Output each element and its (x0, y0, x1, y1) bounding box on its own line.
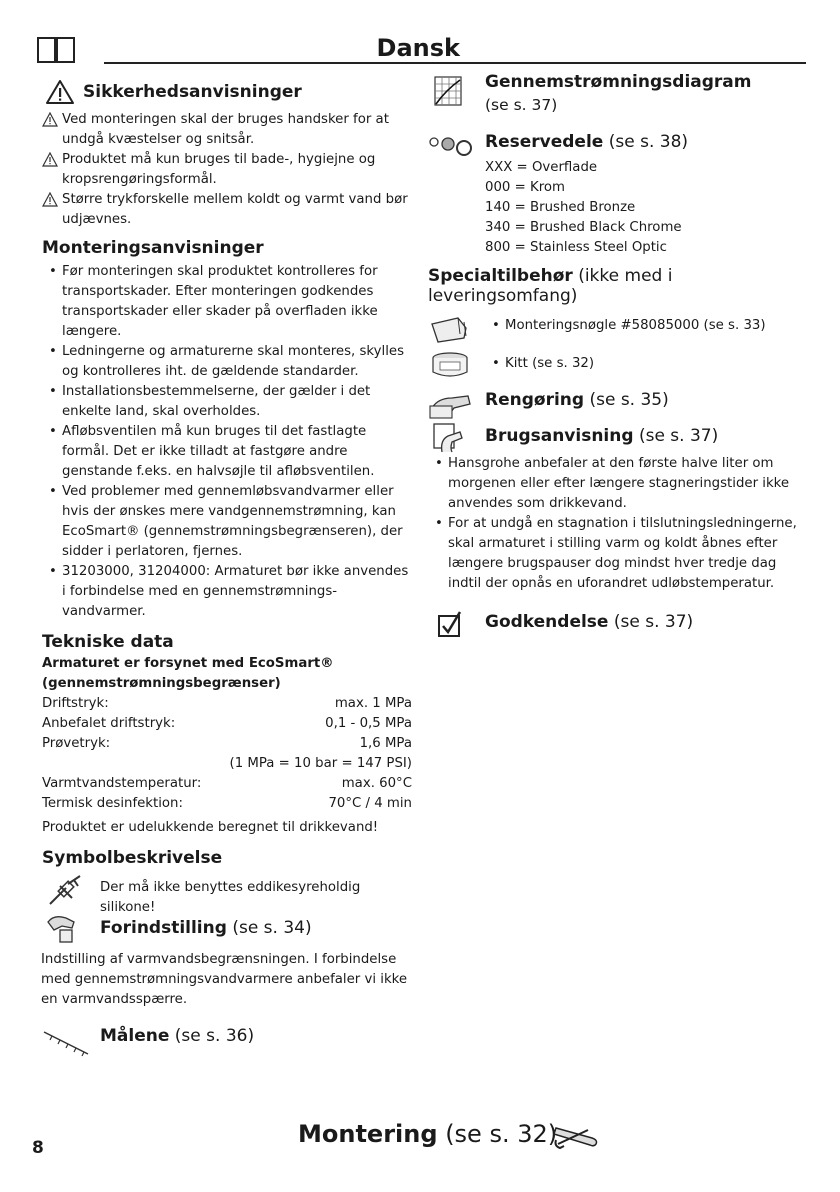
footer-title-line: Montering (se s. 32) (298, 1120, 558, 1148)
usage-hand-icon (430, 422, 466, 454)
preset-text: Indstilling af varmvandsbegrænsningen. I forbindelse med gennemstrømningsvandvarmere anbefaler vi ikke en varmvandsspærre. (41, 952, 408, 1007)
page-title: Dansk (376, 34, 460, 62)
tech-row: Prøvetryk: 1,6 MPa (42, 736, 412, 751)
tech-row: Varmtvandstemperatur: max. 60°C (42, 776, 412, 791)
accessories-title-line: Specialtilbehør (ikke med i leveringsomfang) (428, 266, 673, 306)
flow-title: Gennemstrømningsdiagram (485, 72, 752, 92)
spare-code-row: 340 = Brushed Black Chrome (485, 220, 682, 235)
usage-list (428, 454, 812, 594)
usage-heading (428, 422, 812, 454)
ruler-icon (42, 1028, 90, 1058)
tech-note: Produktet er udelukkende beregnet til drikkevand! (42, 820, 379, 835)
tech-table (42, 694, 412, 814)
dimensions-heading (42, 1020, 412, 1062)
spare-code-row: 800 = Stainless Steel Optic (485, 240, 667, 255)
safety-list (42, 110, 412, 230)
accessory-item: • Monteringsnøgle #58085000 (se s. 33) (485, 316, 840, 336)
tech-row: Anbefalet driftstryk: 0,1 - 0,5 MPa (42, 716, 412, 731)
mounting-item: • Før monteringen skal produktet kontrolleres for transportskader. Efter monteringen godkendes transportskader eller skader på overfladen ikke længere. (42, 262, 412, 342)
usage-title-line: Brugsanvisning (se s. 37) (485, 426, 719, 446)
mounting-item: • Ledningerne og armaturerne skal monteres, skylles og kontrolleres iht. de gældende standarder. (42, 342, 412, 382)
flow-diagram-icon (434, 76, 462, 106)
silicone-gun-icon (46, 874, 84, 908)
mounting-item: • Ved problemer med gennemløbsvandvarmer eller hvis der ønskes mere vandgennemstrømning, kan EcoSmart® (gennemstrømningsbegrænseren), der sidder i perlatoren, fjernes. (42, 482, 412, 562)
mounting-item: • 31203000, 31204000: Armaturet bør ikke anvendes i forbindelse med en gennemstrømnings-vandvarmer. (42, 562, 412, 622)
approval-title-line: Godkendelse (se s. 37) (485, 612, 694, 632)
warning-small-icon (42, 192, 58, 207)
mounting-key-icon (428, 314, 472, 346)
spare-code-row: XXX = Overflade (485, 160, 598, 175)
warning-small-icon (42, 152, 58, 167)
header-rule (104, 62, 806, 64)
silicone-text: Der må ikke benyttes eddikesyreholdig silikone! (100, 880, 361, 915)
cleaning-heading (428, 386, 812, 422)
spare-codes (485, 158, 812, 258)
spare-code-row: 140 = Brushed Bronze (485, 200, 636, 215)
tech-title: Tekniske data (42, 632, 174, 652)
accessory-item: • Kitt (se s. 32) (485, 354, 840, 374)
tech-row: Termisk desinfektion: 70°C / 4 min (42, 796, 412, 811)
approval-heading (428, 604, 812, 644)
warning-small-icon (42, 112, 58, 127)
preset-hand-icon (44, 912, 80, 946)
accessory-row (428, 350, 812, 384)
usage-item: • Hansgrohe anbefaler at den første halve liter om morgenen eller efter længere stagneringstider ikke anvendes som drikkevand. (428, 454, 812, 514)
cleaning-hand-icon (428, 386, 474, 420)
silicone-row (42, 870, 412, 915)
preset-title-line: Forindstilling (se s. 34) (100, 918, 312, 938)
spare-code-row: 000 = Krom (485, 180, 565, 195)
spare-parts-icon (428, 134, 474, 158)
accessory-row (428, 312, 812, 350)
safety-item: Produktet må kun bruges til bade-, hygiejne og kropsrengøringsformål. (42, 150, 412, 190)
tech-row: Driftstryk: max. 1 MPa (42, 696, 412, 711)
spare-title-line: Reservedele (se s. 38) (485, 132, 689, 152)
spare-heading (428, 132, 812, 158)
safety-item: Ved monteringen skal der bruges handsker for at undgå kvæstelser og snitsår. (42, 110, 412, 150)
tech-row: (1 MPa = 10 bar = 147 PSI) (229, 756, 412, 771)
page-number: 8 (32, 1138, 44, 1158)
mounting-item: • Installationsbestemmelserne, der gælder i det enkelte land, skal overholdes. (42, 382, 412, 422)
usage-item: • For at undgå en stagnation i tilslutningsledningerne, skal armaturet i stilling varm og koldt åbnes efter længere brugspauser dog mindst hver tredje dag indtil der opnås en uforandret udløbstemperatur. (428, 514, 812, 594)
safety-heading (45, 78, 412, 106)
mounting-title: Monteringsanvisninger (42, 238, 264, 258)
symbols-title: Symbolbeskrivelse (42, 848, 223, 868)
tools-icon (552, 1120, 600, 1152)
mounting-list (42, 262, 412, 622)
right-column (428, 72, 812, 644)
safety-item: Større trykforskelle mellem koldt og varmt vand bør udjævnes. (42, 190, 412, 230)
mounting-item: • Afløbsventilen må kun bruges til det fastlagte formål. Det er ikke tilladt at fastgøre andre genstande f.eks. en halvsøjle til afløbsventilen. (42, 422, 412, 482)
preset-heading (42, 912, 412, 950)
flow-ref: (se s. 37) (485, 96, 558, 114)
checkbox-icon (438, 610, 462, 638)
flow-heading (428, 72, 812, 118)
book-icon (36, 34, 76, 64)
dimensions-title-line: Målene (se s. 36) (100, 1026, 255, 1046)
warning-icon (45, 79, 75, 105)
left-column (42, 78, 412, 1062)
safety-title: Sikkerhedsanvisninger (83, 82, 302, 102)
cleaning-title-line: Rengøring (se s. 35) (485, 390, 669, 410)
putty-tin-icon (430, 350, 470, 380)
tech-subtitle: Armaturet er forsynet med EcoSmart® (gennemstrømningsbegrænser) (42, 656, 334, 691)
